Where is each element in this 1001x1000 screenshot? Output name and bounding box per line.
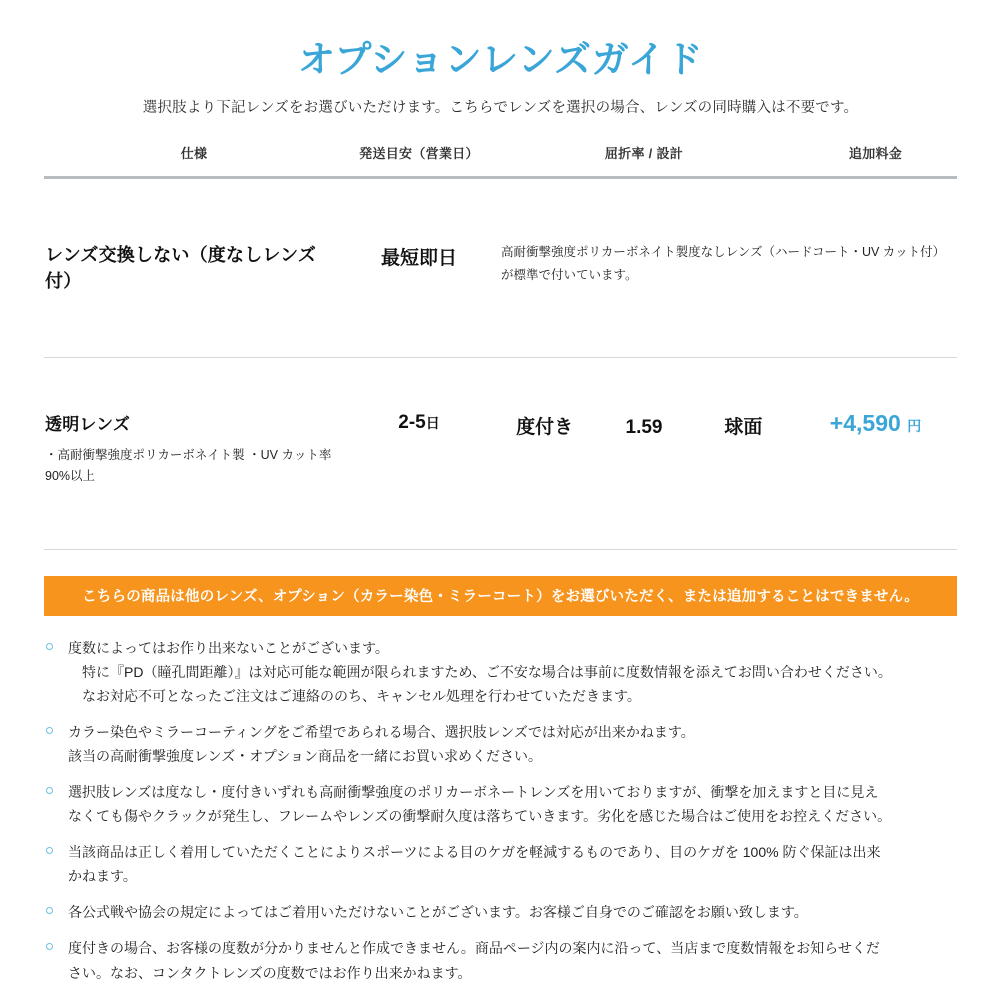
row2-shipping-number: 2-5 bbox=[398, 412, 426, 434]
note-line: 選択肢レンズは度なし・度付きいずれも高耐衝撃強度のポリカーボネートレンズを用いておりますが、衝撃を加えますと目に見え bbox=[68, 784, 879, 801]
row2-spec-title: 透明レンズ bbox=[45, 415, 131, 435]
bullet-icon bbox=[46, 907, 53, 914]
note-line: カラー染色やミラーコーティングをご希望であられる場合、選択肢レンズでは対応が出来かねます。 bbox=[68, 723, 695, 740]
column-header-price: 追加料金 bbox=[794, 143, 957, 178]
row2-design-value: 球面 bbox=[724, 417, 763, 439]
column-header-index: 屈折率 / 設計 bbox=[494, 143, 794, 178]
row2-power-value: 度付き bbox=[516, 417, 574, 439]
note-line: 特に『PD（瞳孔間距離）』は対応可能な範囲が限られますため、ご不安な場合は事前に度数情報を添えてお問い合わせください。 bbox=[82, 663, 892, 680]
row2-spec-cell bbox=[44, 358, 344, 549]
list-item bbox=[44, 840, 957, 888]
list-item bbox=[44, 936, 957, 984]
row2-spec-details bbox=[45, 445, 343, 486]
list-item bbox=[44, 636, 957, 708]
list-item bbox=[44, 780, 957, 828]
row2-spec-detail-line1: ・高耐衝撃強度ポリカーボネイト製 bbox=[45, 448, 245, 463]
note-line: 各公式戦や協会の規定によってはご着用いただけないことがございます。お客様ご自身でのご確認をお願い致します。 bbox=[68, 904, 808, 921]
restriction-banner: こちらの商品は他のレンズ、オプション（カラー染色・ミラーコート）をお選びいただく、または追加することはできません。 bbox=[44, 576, 957, 616]
row2-spec-detail-line2: ・UV カット率90%以上 bbox=[45, 448, 332, 484]
row2-shipping-unit: 日 bbox=[425, 415, 440, 432]
row2-price bbox=[795, 410, 956, 437]
note-line: 当該商品は正しく着用していただくことによりスポーツによる目のケガを軽減するものであり、目のケガを 100% 防ぐ保証は出来 bbox=[68, 844, 881, 861]
list-item bbox=[44, 900, 957, 924]
row1-description: 高耐衝撃強度ポリカーボネイト製度なしレンズ（ハードコート・UV カット付）が標準で付いています。 bbox=[501, 245, 946, 282]
table-body bbox=[44, 178, 957, 549]
column-header-shipping: 発送目安（営業日） bbox=[344, 143, 494, 178]
page-subtitle: 選択肢より下記レンズをお選びいただけます。こちらでレンズを選択の場合、レンズの同時購入は不要です。 bbox=[142, 100, 859, 117]
row2-index-cell bbox=[494, 358, 794, 549]
row2-shipping-value bbox=[345, 410, 493, 434]
note-line: 度付きの場合、お客様の度数が分かりませんと作成できません。商品ページ内の案内に沿って、当店まで度数情報をお知らせくだ bbox=[68, 940, 880, 957]
row1-description-cell bbox=[494, 178, 957, 358]
table-row bbox=[44, 178, 957, 358]
note-line: さい。なお、コンタクトレンズの度数ではお作り出来かねます。 bbox=[68, 964, 472, 981]
row1-spec-title: レンズ交換しない（度なしレンズ付） bbox=[45, 245, 317, 292]
row1-shipping-value: 最短即日 bbox=[380, 248, 457, 270]
row2-shipping-cell bbox=[344, 358, 494, 549]
table-header-row bbox=[44, 143, 957, 178]
bullet-icon bbox=[46, 643, 53, 650]
note-line: 該当の高耐衝撃強度レンズ・オプション商品を一緒にお買い求めください。 bbox=[68, 747, 542, 764]
row2-price-amount: +4,590 bbox=[829, 410, 901, 437]
bullet-icon bbox=[46, 943, 53, 950]
row1-spec-cell bbox=[44, 178, 344, 358]
row1-shipping-cell bbox=[344, 178, 494, 358]
column-header-spec: 仕様 bbox=[44, 143, 344, 178]
bullet-icon bbox=[46, 787, 53, 794]
note-line: 度数によってはお作り出来ないことがございます。 bbox=[68, 639, 389, 656]
row2-refractive-index-value: 1.59 bbox=[625, 417, 663, 439]
lens-options-table bbox=[44, 143, 957, 549]
bullet-icon bbox=[46, 727, 53, 734]
note-line: かねます。 bbox=[68, 868, 137, 885]
notes-list bbox=[44, 636, 957, 985]
row2-index-group bbox=[495, 410, 793, 439]
bullet-icon bbox=[46, 847, 53, 854]
note-line: なくても傷やクラックが発生し、フレームやレンズの衝撃耐久度は落ちていきます。劣化を感じた場合はご使用をお控えください。 bbox=[68, 808, 892, 825]
row2-price-cell bbox=[794, 358, 957, 549]
page-title: オプションレンズガイド bbox=[297, 39, 704, 80]
table-header bbox=[44, 143, 957, 178]
note-line: なお対応不可となったご注文はご連絡ののち、キャンセル処理を行わせていただきます。 bbox=[82, 687, 641, 704]
row2-price-unit: 円 bbox=[907, 418, 922, 435]
table-row bbox=[44, 358, 957, 549]
list-item bbox=[44, 720, 957, 768]
